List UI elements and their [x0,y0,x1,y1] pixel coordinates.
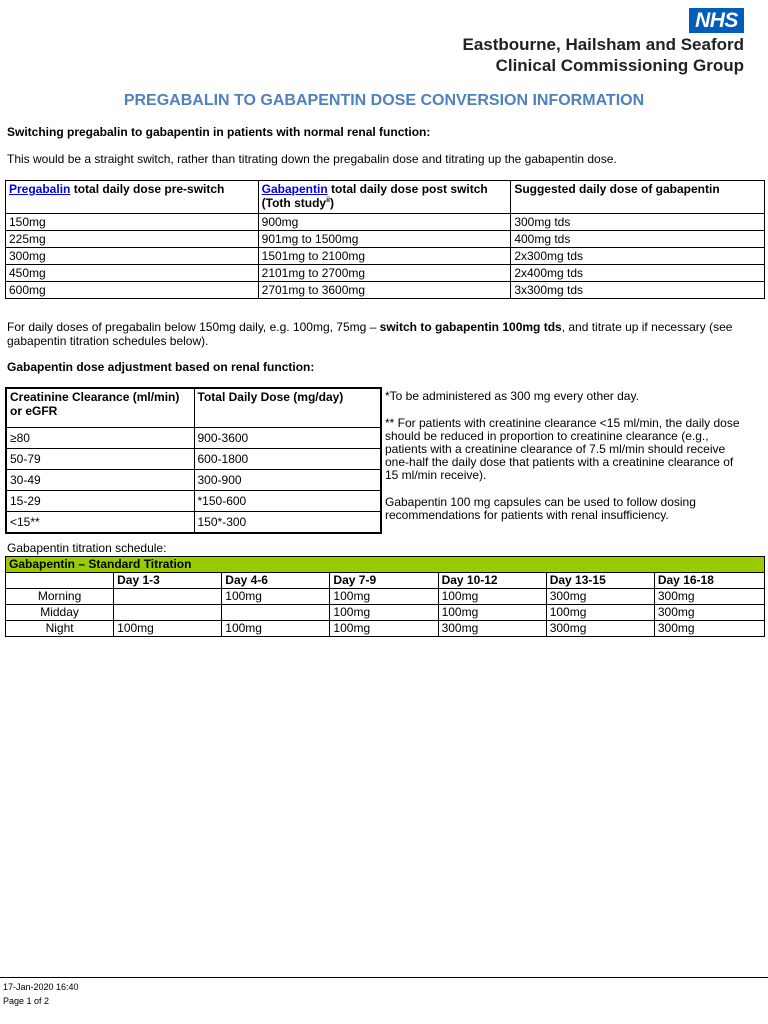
table-cell: 100mg [438,589,546,605]
header-pregabalin-rest: total daily dose pre-switch [70,182,225,196]
table-cell: 100mg [114,621,222,637]
table-cell: 300mg [546,621,654,637]
table-cell: ≥80 [6,428,194,449]
table-cell: 300mg [654,605,764,621]
table-cell: 901mg to 1500mg [258,231,511,248]
table-row [6,449,381,470]
table-cell: 100mg [330,589,438,605]
table-cell [114,589,222,605]
header-pregabalin-dose [6,181,259,214]
renal-note-capsules: Gabapentin 100 mg capsules can be used to follow dosing recommendations for patients with renal insufficiency. [385,495,696,522]
conversion-table [5,180,765,299]
table-cell: 2701mg to 3600mg [258,282,511,299]
table-row [6,428,381,449]
table-row [6,512,381,534]
org-name-line1: Eastbourne, Hailsham and Seaford [462,35,744,54]
footnote-ref: ii [326,197,330,204]
table-cell: 100mg [546,605,654,621]
titration-row-midday [6,605,765,621]
document-title: PREGABALIN TO GABAPENTIN DOSE CONVERSION INFORMATION [123,92,645,109]
table-cell: 300mg [6,248,259,265]
table-cell: 2101mg to 2700mg [258,265,511,282]
table-cell: 900mg [258,214,511,231]
day-header: Day 10-12 [438,573,546,589]
titration-row-night [6,621,765,637]
table-row [6,282,765,299]
titration-row-morning [6,589,765,605]
table-cell: 300-900 [194,470,381,491]
table-cell: 150*-300 [194,512,381,534]
renal-note-low-clearance: ** For patients with creatinine clearance <15 ml/min, the daily dose should be reduced in proportion to creatinine clearance (e.g., patients with a creatinine clearance of 7.5 ml/min should receive one-half the daily dose that patients with a creatinine clearance of 15 ml/min receive). [385,416,740,482]
titration-table [5,556,765,637]
header-gabapentin-dose [258,181,511,214]
low-dose-note-after: , and titrate up if necessary (see gabapentin titration schedules below). [7,320,733,348]
day-header: Day 4-6 [222,573,330,589]
table-cell: 50-79 [6,449,194,470]
table-cell: 400mg tds [511,231,765,248]
titration-title: Gabapentin – Standard Titration [6,557,765,573]
table-cell: 100mg [438,605,546,621]
table-row [6,231,765,248]
table-cell: 30-49 [6,470,194,491]
table-cell [222,605,330,621]
org-name-line2: Clinical Commissioning Group [495,56,744,75]
day-header: Day 13-15 [546,573,654,589]
table-cell: 450mg [6,265,259,282]
table-cell: *150-600 [194,491,381,512]
day-header: Day 16-18 [654,573,764,589]
renal-table-header [6,388,381,428]
row-label: Night [6,621,114,637]
row-label: Midday [6,605,114,621]
header-total-daily-dose: Total Daily Dose (mg/day) [194,388,381,428]
gabapentin-link[interactable]: Gabapentin [261,182,328,196]
row-label: Morning [6,589,114,605]
table-row [6,214,765,231]
header-gabapentin-rest: total daily dose post switch (Toth study [261,182,488,210]
table-row [6,248,765,265]
renal-note-every-other-day: *To be administered as 300 mg every other day. [385,389,639,403]
conversion-table-header [6,181,765,214]
footer-page-number: Page 1 of 2 [3,996,50,1006]
day-header: Day 7-9 [330,573,438,589]
footer-timestamp: 17-Jan-2020 16:40 [3,982,79,992]
table-row [6,470,381,491]
table-cell: 225mg [6,231,259,248]
section-heading-renal: Gabapentin dose adjustment based on renal function: [7,360,315,374]
table-cell: 300mg [546,589,654,605]
table-cell [6,573,114,589]
table-cell: 600-1800 [194,449,381,470]
table-cell: 150mg [6,214,259,231]
titration-days-row [6,573,765,589]
table-cell: 300mg [654,621,764,637]
footer-divider [0,977,768,978]
table-cell: 1501mg to 2100mg [258,248,511,265]
table-cell: 300mg tds [511,214,765,231]
table-cell: 900-3600 [194,428,381,449]
nhs-logo [689,8,744,33]
header-gabapentin-end: ) [329,196,334,210]
low-dose-note-text: For daily doses of pregabalin below 150mg daily, e.g. 100mg, 75mg – [7,320,380,334]
pregabalin-link[interactable]: Pregabalin [9,182,71,196]
titration-title-row [6,557,765,573]
table-cell: 15-29 [6,491,194,512]
low-dose-note-bold: switch to gabapentin 100mg tds [379,320,562,334]
section-heading-normal-renal: Switching pregabalin to gabapentin in patients with normal renal function: [7,125,431,139]
day-header: Day 1-3 [114,573,222,589]
table-cell: 2x300mg tds [511,248,765,265]
table-cell: 300mg [438,621,546,637]
renal-dose-table [5,387,382,534]
renal-notes [385,390,745,536]
table-cell: 3x300mg tds [511,282,765,299]
table-cell: 300mg [654,589,764,605]
table-cell [114,605,222,621]
low-dose-note [7,320,762,348]
nhs-logo-text: NHS [695,9,738,32]
table-cell: 100mg [330,605,438,621]
header-suggested-dose: Suggested daily dose of gabapentin [511,181,765,214]
titration-caption: Gabapentin titration schedule: [7,541,167,555]
intro-paragraph: This would be a straight switch, rather than titrating down the pregabalin dose and titrating up the gabapentin dose. [7,152,617,166]
table-cell: <15** [6,512,194,534]
table-cell: 100mg [222,621,330,637]
table-cell: 100mg [222,589,330,605]
table-cell: 600mg [6,282,259,299]
table-row [6,265,765,282]
table-cell: 100mg [330,621,438,637]
table-row [6,491,381,512]
table-cell: 2x400mg tds [511,265,765,282]
header-creatinine-clearance: Creatinine Clearance (ml/min) or eGFR [6,388,194,428]
